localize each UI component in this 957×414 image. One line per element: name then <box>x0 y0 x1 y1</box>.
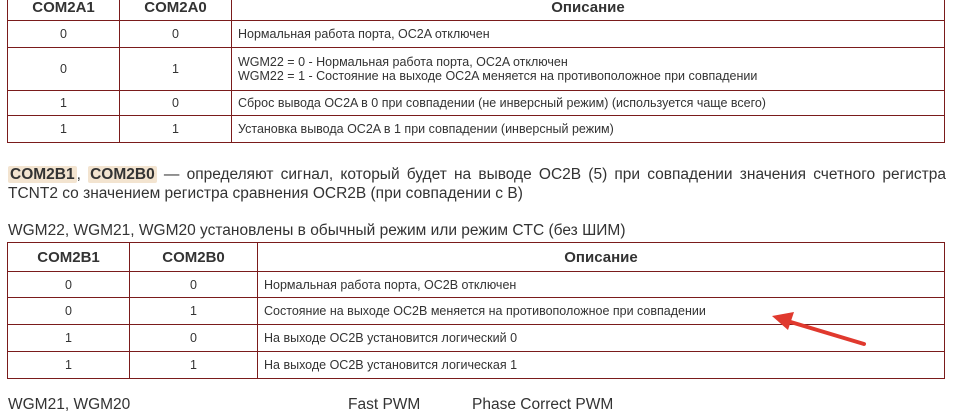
table-row <box>8 48 945 91</box>
cell-description <box>232 48 945 91</box>
table-header-row <box>8 0 945 21</box>
cell-com2a0: 0 <box>120 21 232 48</box>
header-com2b1: COM2B1 <box>8 243 130 272</box>
cell-description: Сброс вывода OC2A в 0 при совпадении (не инверсный режим) (используется чаще всего) <box>232 91 945 116</box>
term-separator: , <box>76 166 89 183</box>
cell-description: На выходе OC2B установится логический 0 <box>258 325 945 352</box>
clipped-text-wgm: WGM21, WGM20 <box>8 396 131 413</box>
com2b-paragraph <box>8 165 946 203</box>
cell-com2a0: 0 <box>120 91 232 116</box>
red-arrow-icon <box>760 300 870 350</box>
cell-com2b1: 1 <box>8 325 130 352</box>
cell-com2a0: 1 <box>120 48 232 91</box>
cell-com2b0: 0 <box>130 325 258 352</box>
table-row <box>8 352 945 379</box>
term-com2b1: COM2B1 <box>10 166 75 183</box>
header-com2a0: COM2A0 <box>120 0 232 21</box>
table-row <box>8 91 945 116</box>
cell-com2b0: 1 <box>130 298 258 325</box>
description-line: WGM22 = 0 - Нормальная работа порта, OC2A отключен <box>238 55 568 69</box>
cell-description: Установка вывода OC2A в 1 при совпадении (инверсный режим) <box>232 116 945 143</box>
cell-com2a1: 1 <box>8 116 120 143</box>
com2a-table <box>7 0 945 143</box>
header-description: Описание <box>258 243 945 272</box>
clipped-text-phase-correct: Phase Correct PWM <box>472 396 614 413</box>
header-description: Описание <box>232 0 945 21</box>
cell-com2a0: 1 <box>120 116 232 143</box>
cell-description: На выходе OC2B установится логическая 1 <box>258 352 945 379</box>
cell-description: Нормальная работа порта, OC2A отключен <box>232 21 945 48</box>
header-com2a1: COM2A1 <box>8 0 120 21</box>
table-header-row <box>8 243 945 272</box>
table-row <box>8 272 945 298</box>
description-line: WGM22 = 1 - Состояние на выходе OC2A меняется на противоположное при совпадении <box>238 69 758 83</box>
table-row <box>8 116 945 143</box>
cell-com2b0: 0 <box>130 272 258 298</box>
paragraph-text: — определяют сигнал, который будет на выводе OC2B (5) при совпадении значения счетного регистра TCNT2 со значением регистра сравнения OCR2B (при совпадении с B) <box>8 166 946 202</box>
cell-com2b1: 0 <box>8 272 130 298</box>
table-row <box>8 21 945 48</box>
header-com2b0: COM2B0 <box>130 243 258 272</box>
cell-com2b1: 0 <box>8 298 130 325</box>
cell-com2b1: 1 <box>8 352 130 379</box>
cell-com2a1: 1 <box>8 91 120 116</box>
cell-com2b0: 1 <box>130 352 258 379</box>
cell-com2a1: 0 <box>8 48 120 91</box>
wgm-mode-line: WGM22, WGM21, WGM20 установлены в обычный режим или режим CTC (без ШИМ) <box>8 222 626 239</box>
cell-com2a1: 0 <box>8 21 120 48</box>
cell-description: Состояние на выходе OC2B меняется на противоположное при совпадении <box>258 298 945 325</box>
term-com2b0: COM2B0 <box>90 166 155 183</box>
cell-description: Нормальная работа порта, OC2B отключен <box>258 272 945 298</box>
clipped-text-fast-pwm: Fast PWM <box>348 396 421 413</box>
